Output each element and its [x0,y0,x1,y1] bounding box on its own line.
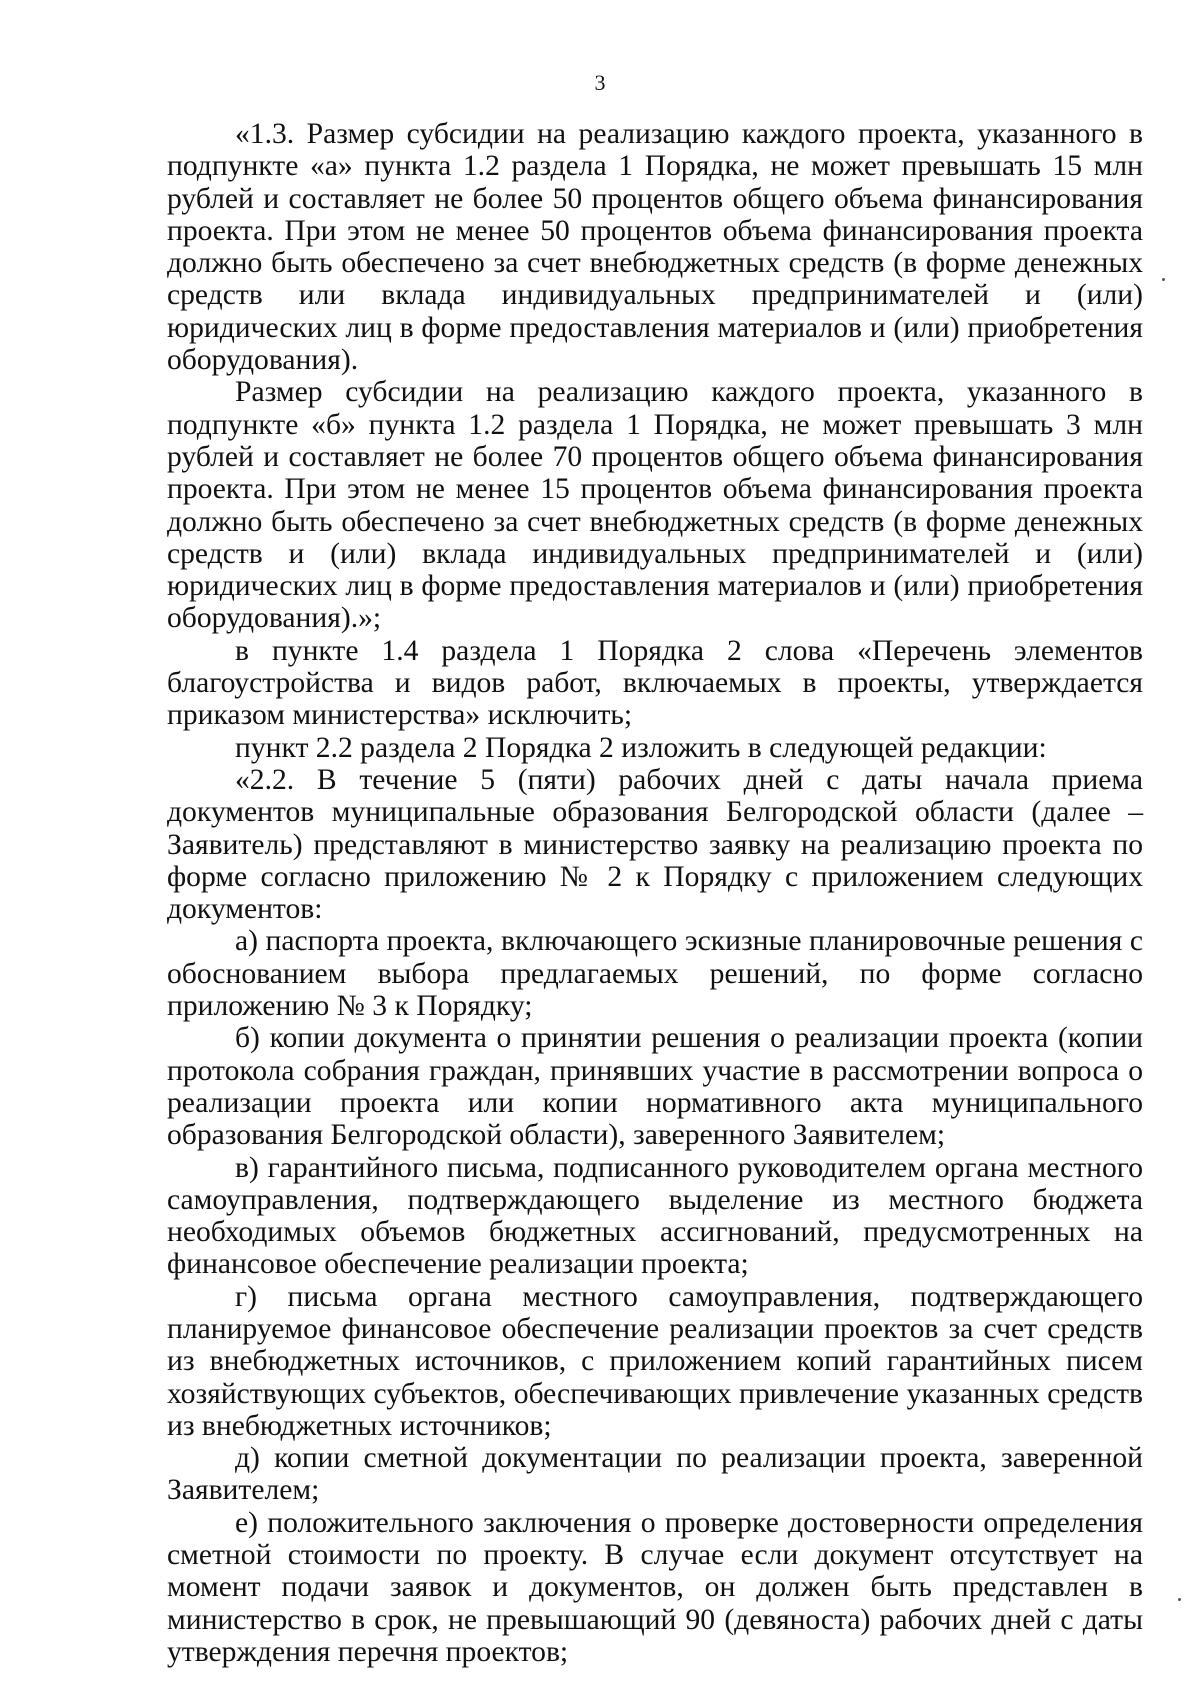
scan-speck [1162,278,1165,281]
list-item-d: д) копии сметной документации по реализации проекта, заверенной Заявителем; [167,1442,1143,1507]
list-item-e: е) положительного заключения о проверке достоверности определения сметной стоимости по проекту. В случае если документ отсутствует на момент подачи заявок и документов, он должен быть представлен в министерство в срок, не превышающий 90 (девяноста) рабочих дней с даты утверждения перечня проектов; [167,1506,1143,1668]
paragraph-1-4: в пункте 1.4 раздела 1 Порядка 2 слова «Перечень элементов благоустройства и видов работ, включаемых в проекты, утверждается приказом министерства» исключить; [167,634,1143,732]
list-item-v: в) гарантийного письма, подписанного руководителем органа местного самоуправления, подтверждающего выделение из местного бюджета необходимых объемов бюджетных ассигнований, предусмотренных на финансовое обеспечение реализации проекта; [167,1151,1143,1281]
scan-speck [1178,1598,1181,1601]
page-number: 3 [594,70,606,95]
paragraph-2-2-intro: пункт 2.2 раздела 2 Порядка 2 изложить в следующей редакции: [235,731,1047,764]
list-item-g: г) письма органа местного самоуправления, подтверждающего планируемое финансовое обеспечение реализации проектов за счет средств из внебюджетных источников, с приложением копий гарантийных писем хозяйствующих субъектов, обеспечивающих привлечение указанных средств из внебюджетных источников; [167,1280,1143,1442]
list-item-a: а) паспорта проекта, включающего эскизные планировочные решения с обоснованием выбора предлагаемых решений, по форме согласно приложению № 3 к Порядку; [167,925,1143,1023]
paragraph-subsidy-b: Размер субсидии на реализацию каждого проекта, указанного в подпункте «б» пункта 1.2 раздела 1 Порядка, не может превышать 3 млн рублей и составляет не более 70 процентов общего объема финансирования проекта. При этом не менее 15 процентов объема финансирования проекта должно быть обеспечено за счет внебюджетных средств (в форме денежных средств и (или) вклада индивидуальных предпринимателей и (или) юридических лиц в форме предоставления материалов и (или) приобретения оборудования).»; [167,376,1143,635]
paragraph-2-2: «2.2. В течение 5 (пяти) рабочих дней с даты начала приема документов муниципальные образования Белгородской области (далее – Заявитель) представляют в министерство заявку на реализацию проекта по форме согласно приложению № 2 к Порядку с приложением следующих документов: [167,763,1143,926]
document-body [167,118,1143,1668]
paragraph-1-3: «1.3. Размер субсидии на реализацию каждого проекта, указанного в подпункте «а» пункта 1.2 раздела 1 Порядка, не может превышать 15 млн рублей и составляет не более 50 процентов общего объема финансирования проекта. При этом не менее 50 процентов объема финансирования проекта должно быть обеспечено за счет внебюджетных средств (в форме денежных средств или вклада индивидуальных предпринимателей и (или) юридических лиц в форме предоставления материалов и (или) приобретения оборудования). [167,118,1143,377]
list-item-b: б) копии документа о принятии решения о реализации проекта (копии протокола собрания граждан, принявших участие в рассмотрении вопроса о реализации проекта или копии нормативного акта муниципального образования Белгородской области), заверенного Заявителем; [167,1022,1143,1152]
